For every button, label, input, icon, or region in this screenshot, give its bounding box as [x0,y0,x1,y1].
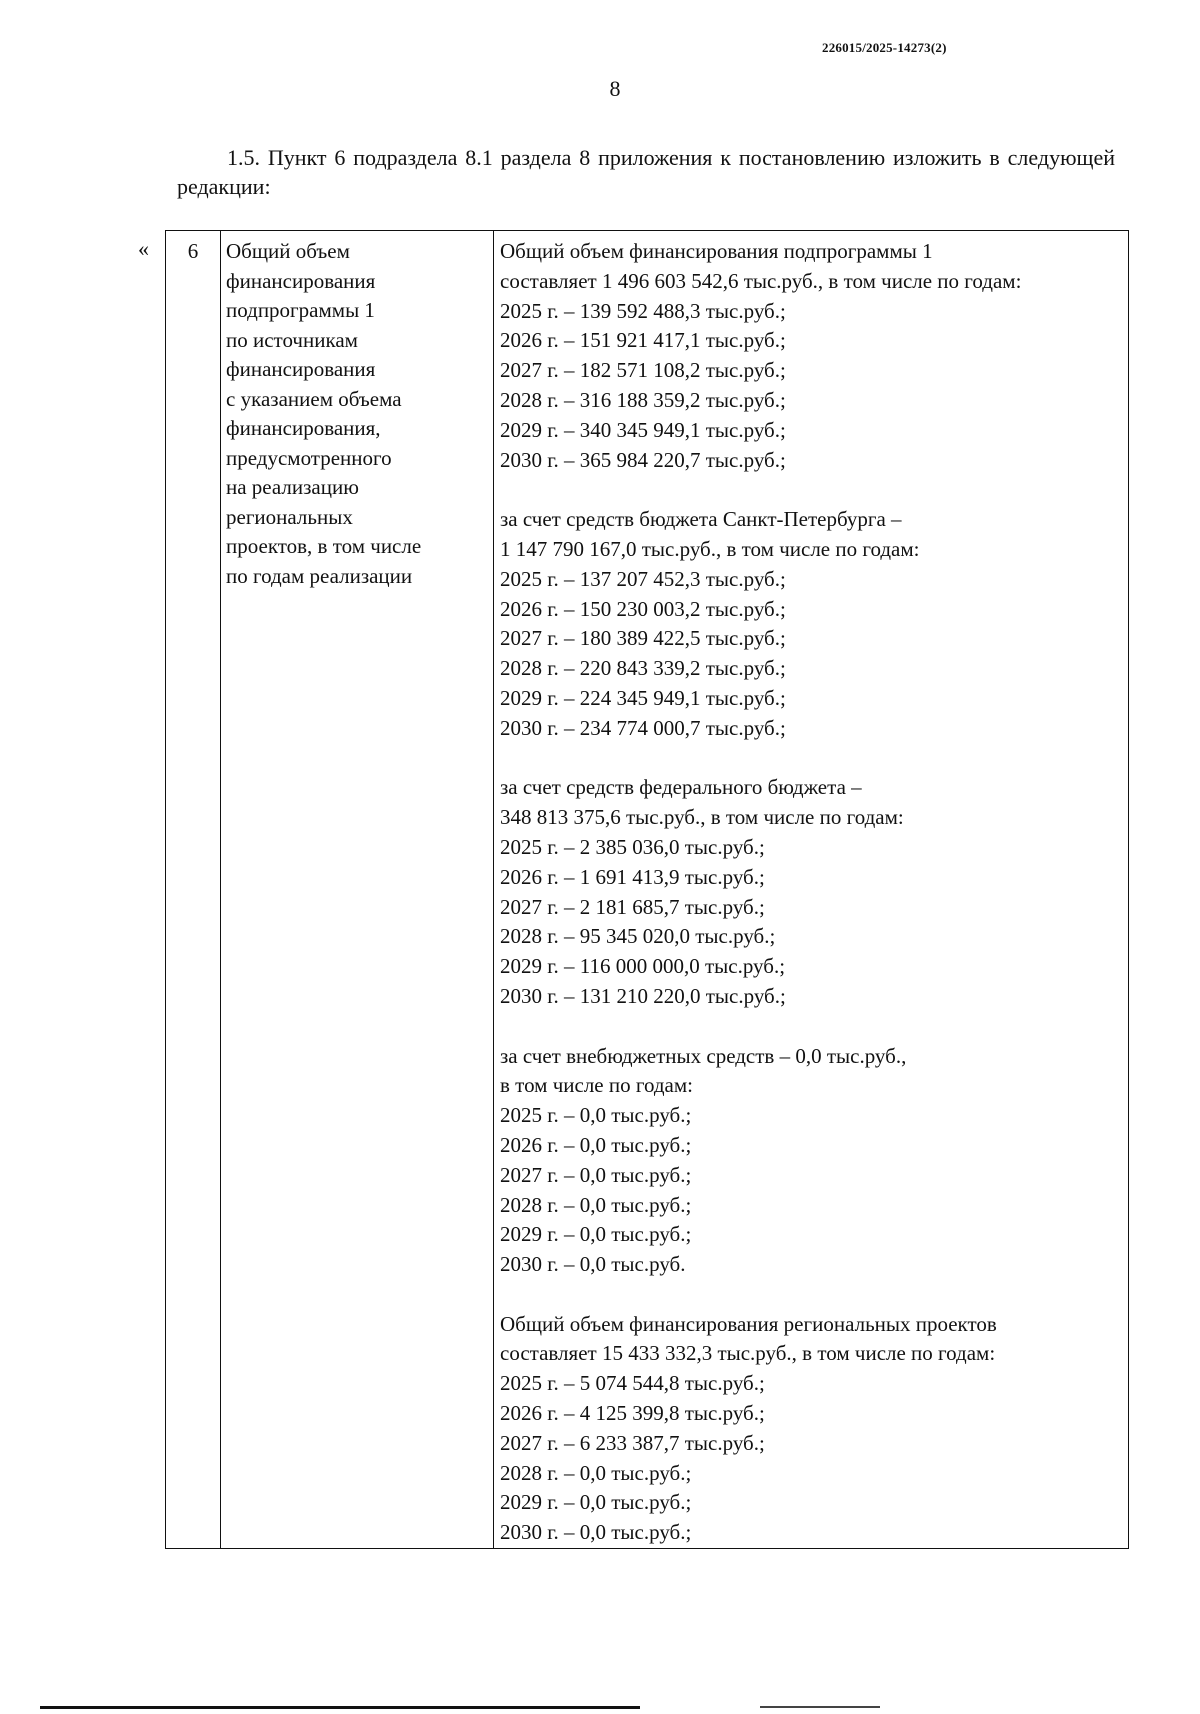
value-line: 2028 г. – 316 188 359,2 тыс.руб.; [500,387,786,412]
value-line: 2026 г. – 4 125 399,8 тыс.руб.; [500,1401,765,1426]
block-spacer [500,1280,1124,1310]
page-number: 8 [609,76,621,101]
document-id: 226015/2025-14273(2) [822,40,947,55]
row-number-cell [166,231,221,1549]
value-line: за счет средств бюджета Санкт-Петербурга – [500,507,902,532]
value-line: 2029 г. – 116 000 000,0 тыс.руб.; [500,954,786,979]
spb-budget-block [500,505,1124,743]
intro-paragraph [177,143,1115,201]
block-spacer [500,744,1124,774]
regional-projects-block [500,1310,1124,1548]
value-line: составляет 1 496 603 542,6 тыс.руб., в том числе по годам: [500,268,1022,293]
parameter-line: предусмотренного [226,445,392,470]
value-line: 2028 г. – 95 345 020,0 тыс.руб.; [500,924,776,949]
parameter-line: с указанием объема [226,386,402,411]
value-line: 2030 г. – 234 774 000,7 тыс.руб.; [500,715,786,740]
value-line: 2030 г. – 365 984 220,7 тыс.руб.; [500,447,786,472]
value-line: 1 147 790 167,0 тыс.руб., в том числе по годам: [500,536,920,561]
opening-quote-mark: « [138,236,149,261]
values-cell [494,231,1129,1549]
value-line: 2027 г. – 2 181 685,7 тыс.руб.; [500,894,765,919]
bottom-scan-rule [760,1706,880,1708]
value-line: 2025 г. – 2 385 036,0 тыс.руб.; [500,834,765,859]
value-line: 2027 г. – 180 389 422,5 тыс.руб.; [500,626,786,651]
intro-text: 1.5. Пункт 6 подраздела 8.1 раздела 8 приложения к постановлению изложить в следующей редакции: [177,145,1115,199]
value-line: 2028 г. – 0,0 тыс.руб.; [500,1460,692,1485]
value-line: 2025 г. – 139 592 488,3 тыс.руб.; [500,298,786,323]
parameter-cell [221,231,494,1549]
value-line: Общий объем финансирования региональных проектов [500,1311,997,1336]
value-line: 2027 г. – 182 571 108,2 тыс.руб.; [500,358,786,383]
value-line: 2026 г. – 1 691 413,9 тыс.руб.; [500,864,765,889]
value-line: 2029 г. – 0,0 тыс.руб.; [500,1490,692,1515]
parameter-line: подпрограммы 1 [226,298,375,322]
value-line: 2025 г. – 5 074 544,8 тыс.руб.; [500,1371,765,1396]
block-spacer [500,475,1124,505]
parameter-line: по источникам [226,327,358,352]
value-line: 2030 г. – 0,0 тыс.руб.; [500,1520,692,1545]
federal-budget-block [500,773,1124,1011]
value-line: 2028 г. – 220 843 339,2 тыс.руб.; [500,656,786,681]
value-line: 2025 г. – 0,0 тыс.руб.; [500,1103,692,1128]
value-line: 2027 г. – 6 233 387,7 тыс.руб.; [500,1430,765,1455]
value-line: 2029 г. – 0,0 тыс.руб.; [500,1222,692,1247]
value-line: 2029 г. – 340 345 949,1 тыс.руб.; [500,417,786,442]
value-line: Общий объем финансирования подпрограммы 1 [500,239,933,263]
value-line: 2029 г. – 224 345 949,1 тыс.руб.; [500,685,786,710]
parameter-line: региональных [226,504,353,529]
parameter-line: финансирования [226,268,376,293]
value-line: за счет внебюджетных средств – 0,0 тыс.руб., [500,1043,907,1068]
values-text [494,231,1128,1548]
parameter-line: Общий объем [226,239,350,263]
block-spacer [500,1012,1124,1042]
value-line: 2026 г. – 151 921 417,1 тыс.руб.; [500,328,786,353]
value-line: 2027 г. – 0,0 тыс.руб.; [500,1162,692,1187]
row-number: 6 [187,239,199,263]
financing-table [165,230,1129,1549]
extra-budgetary-block [500,1042,1124,1280]
bottom-scan-rule [40,1706,640,1709]
value-line: 2026 г. – 150 230 003,2 тыс.руб.; [500,596,786,621]
value-line: 2028 г. – 0,0 тыс.руб.; [500,1192,692,1217]
parameter-text [221,231,493,591]
parameter-line: финансирования, [226,416,381,440]
value-line: 348 813 375,6 тыс.руб., в том числе по годам: [500,805,904,830]
value-line: за счет средств федерального бюджета – [500,775,862,800]
value-line: 2025 г. – 137 207 452,3 тыс.руб.; [500,566,786,591]
value-line: 2026 г. – 0,0 тыс.руб.; [500,1132,692,1157]
value-line: составляет 15 433 332,3 тыс.руб., в том числе по годам: [500,1341,996,1366]
value-line: в том числе по годам: [500,1073,693,1098]
value-line: 2030 г. – 131 210 220,0 тыс.руб.; [500,983,786,1008]
value-line: 2030 г. – 0,0 тыс.руб. [500,1252,686,1277]
parameter-line: проектов, в том числе [226,534,422,558]
parameter-line: финансирования [226,357,376,381]
table-row [166,231,1129,1549]
parameter-line: на реализацию [226,475,359,499]
parameter-line: по годам реализации [226,563,413,588]
total-financing-block [500,237,1124,475]
